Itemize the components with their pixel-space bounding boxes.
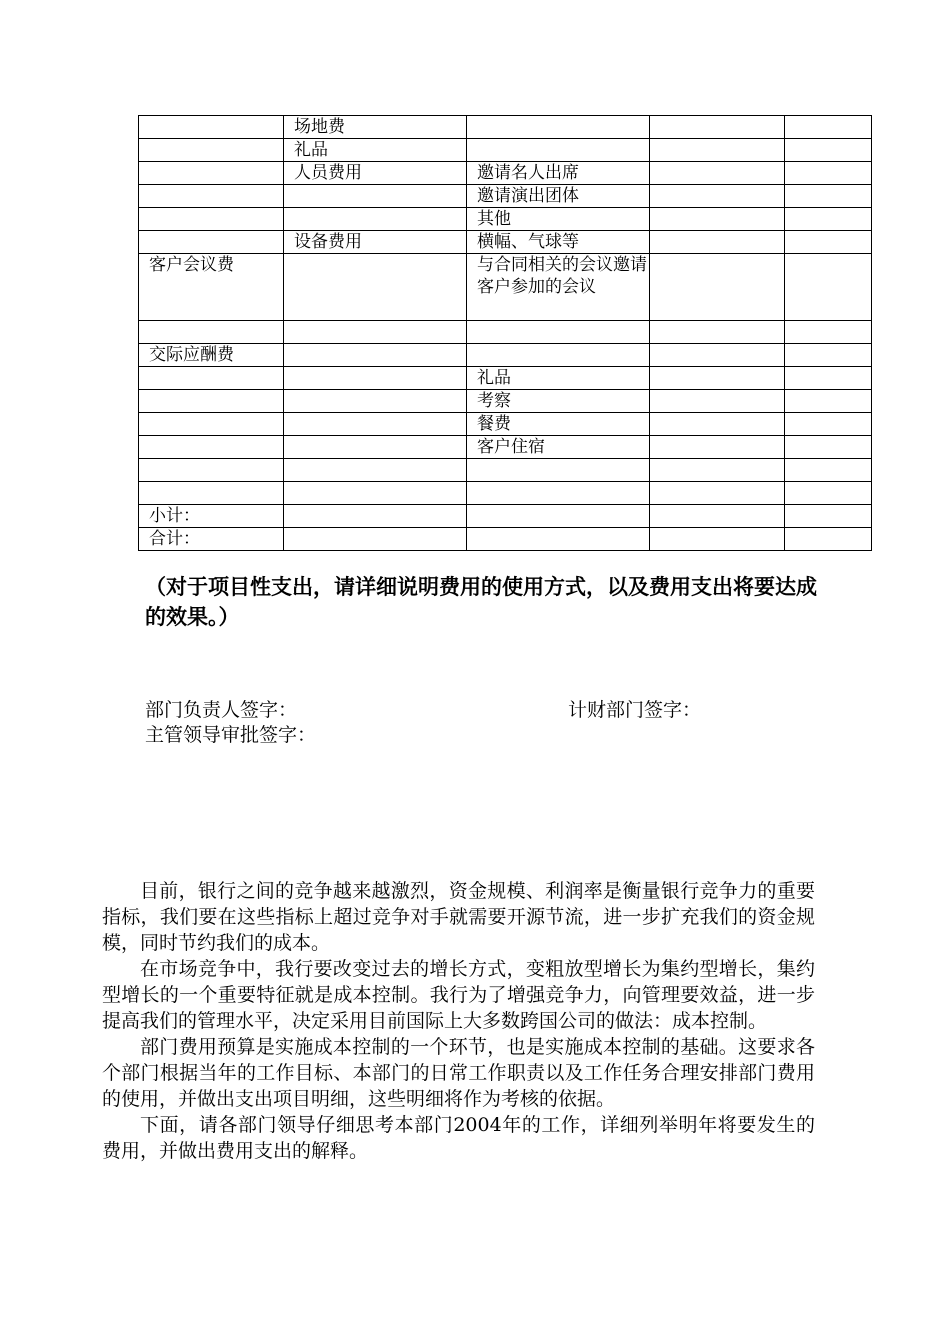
table-cell [785,413,872,436]
table-row [139,367,872,390]
table-cell [467,505,650,528]
table-cell [467,528,650,551]
table-cell [650,528,785,551]
table-cell [284,185,467,208]
table-cell [284,505,467,528]
table-row [139,254,872,321]
table-cell [785,185,872,208]
table-cell [650,208,785,231]
table-row [139,505,872,528]
table-cell [284,459,467,482]
table-cell [785,436,872,459]
table-cell [284,254,467,321]
table-cell [650,185,785,208]
table-cell [785,482,872,505]
table-cell [785,528,872,551]
table-row [139,390,872,413]
table-cell [650,505,785,528]
table-row [139,139,872,162]
table-row [139,185,872,208]
paragraph: 下面，请各部门领导仔细思考本部门2004年的工作，详细列举明年将要发生的费用，并做出费用支出的解释。 [102,1114,815,1162]
table-cell [139,321,284,344]
table-cell [650,459,785,482]
table-cell [785,459,872,482]
table-cell [650,390,785,413]
table-cell: 客户住宿 [467,436,650,459]
table-cell: 考察 [467,390,650,413]
table-cell [467,139,650,162]
table-cell [284,344,467,367]
table-cell [284,208,467,231]
table-cell [139,367,284,390]
table-cell [650,367,785,390]
table-cell [650,231,785,254]
table-cell [139,231,284,254]
table-cell [785,162,872,185]
table-cell: 邀请名人出席 [467,162,650,185]
table-cell [650,436,785,459]
table-cell [785,321,872,344]
table-cell [650,482,785,505]
table-cell [139,139,284,162]
table-cell [650,162,785,185]
table-cell: 设备费用 [284,231,467,254]
table-cell [139,436,284,459]
table-row [139,321,872,344]
paragraph: 目前，银行之间的竞争越来越激烈，资金规模、利润率是衡量银行竞争力的重要指标，我们要在这些指标上超过竞争对手就需要开源节流，进一步扩充我们的资金规模，同时节约我们的成本。 [102,880,815,954]
table-cell [139,482,284,505]
table-cell: 合计： [139,528,284,551]
table-cell [467,459,650,482]
table-cell [785,208,872,231]
table-cell: 横幅、气球等 [467,231,650,254]
table-cell [785,505,872,528]
table-cell [650,413,785,436]
table-cell [139,116,284,139]
supervisor-signature-label: 主管领导审批签字： [145,724,317,746]
table-cell [284,321,467,344]
table-cell [139,185,284,208]
table-row [139,344,872,367]
table-cell: 餐费 [467,413,650,436]
table-cell [284,390,467,413]
table-cell [785,116,872,139]
table-cell: 礼品 [467,367,650,390]
table-row [139,482,872,505]
table-cell [785,231,872,254]
table-cell: 邀请演出团体 [467,185,650,208]
table-cell: 场地费 [284,116,467,139]
table-cell [139,413,284,436]
table-cell [284,482,467,505]
table-cell [284,367,467,390]
table-cell [284,413,467,436]
table-cell: 客户会议费 [139,254,284,321]
table-row [139,436,872,459]
table-cell: 与合同相关的会议邀请客户参加的会议 [467,254,650,321]
project-expense-note: （对于项目性支出，请详细说明费用的使用方式，以及费用支出将要达成的效果。） [145,574,817,629]
table-cell [467,344,650,367]
table-cell [785,390,872,413]
table-cell [785,367,872,390]
table-cell [785,139,872,162]
table-cell [650,254,785,321]
table-cell [139,208,284,231]
table-cell: 人员费用 [284,162,467,185]
table-row [139,459,872,482]
table-cell: 交际应酬费 [139,344,284,367]
table-row [139,162,872,185]
table-cell [785,254,872,321]
expense-table [138,115,872,551]
table-cell [284,528,467,551]
table-cell [467,321,650,344]
paragraph: 在市场竞争中，我行要改变过去的增长方式，变粗放型增长为集约型增长，集约型增长的一个重要特征就是成本控制。我行为了增强竞争力，向管理要效益，进一步提高我们的管理水平，决定采用目前国际上大多数跨国公司的做法：成本控制。 [102,958,815,1032]
table-cell: 礼品 [284,139,467,162]
paragraph: 部门费用预算是实施成本控制的一个环节，也是实施成本控制的基础。这要求各个部门根据当年的工作目标、本部门的日常工作职责以及工作任务合理安排部门费用的使用，并做出支出项目明细，这些明细将作为考核的依据。 [102,1036,815,1110]
table-row [139,116,872,139]
table-cell [284,436,467,459]
table-row [139,413,872,436]
table-cell [650,116,785,139]
table-row [139,208,872,231]
table-cell: 小计： [139,505,284,528]
table-cell [467,482,650,505]
table-cell [650,321,785,344]
table-cell [139,390,284,413]
dept-head-signature-label: 部门负责人签字： [145,699,298,721]
table-cell: 其他 [467,208,650,231]
table-cell [650,139,785,162]
table-cell [139,162,284,185]
table-cell [650,344,785,367]
table-row [139,528,872,551]
table-row [139,231,872,254]
table-cell [139,459,284,482]
body-text [102,878,815,1164]
finance-dept-signature-label: 计财部门签字： [568,699,702,721]
table-cell [785,344,872,367]
expense-table-body [139,116,872,551]
table-cell [467,116,650,139]
